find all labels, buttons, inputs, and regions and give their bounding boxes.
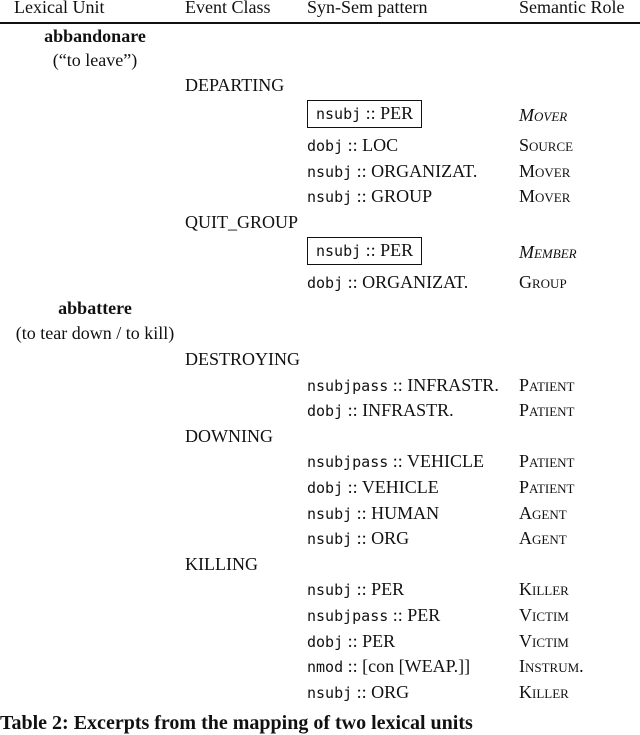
table-caption: Table 2: Excerpts from the mapping of two lexical units [0,712,473,734]
table-row [0,135,640,159]
argument: VEHICLE [361,477,439,497]
syn-sem-pattern [307,375,499,396]
event-class: DEPARTING [185,75,285,95]
syn-sem-pattern [307,135,398,156]
semantic-role: Agent [519,503,567,523]
argument: HUMAN [371,503,440,523]
dependency: nsubjpass [307,377,389,395]
semantic-role: Victim [519,631,569,651]
argument: ORGANIZAT. [371,161,478,181]
syn-sem-pattern [307,237,422,265]
argument: INFRASTR. [362,400,454,420]
dependency: nsubj [307,188,353,206]
separator: :: [388,375,408,395]
dependency: nsubj [307,163,353,181]
table-row [0,26,640,50]
lexical-unit: abbattere [58,298,132,318]
lexical-unit: (to tear down / to kill) [15,323,175,343]
semantic-role: Instrum. [519,656,584,676]
dependency: nsubj [307,505,353,523]
table-row [0,323,640,347]
argument: GROUP [371,186,433,206]
table-row [0,349,640,373]
separator: :: [343,272,363,292]
table-row [0,656,640,680]
separator: :: [352,682,372,702]
table-row [0,477,640,501]
table-row [0,186,640,210]
event-class: KILLING [185,554,258,574]
semantic-role: Victim [519,605,569,625]
argument: [con [WEAP.]] [362,656,471,676]
table-row [0,50,640,74]
syn-sem-pattern [307,605,440,626]
argument: PER [362,631,396,651]
argument: PER [380,103,414,123]
table-row [0,605,640,629]
separator: :: [352,186,372,206]
semantic-role: Patient [519,477,575,497]
syn-sem-pattern [307,400,454,421]
table-row [0,400,640,424]
semantic-role: Killer [519,682,569,702]
table-row [0,212,640,236]
dependency: nmod [307,658,344,676]
argument: PER [371,579,405,599]
header-rule [0,22,640,24]
dependency: nsubj [316,105,362,123]
separator: :: [352,503,372,523]
argument: PER [380,240,414,260]
separator: :: [388,605,408,625]
table-row [0,451,640,475]
semantic-role: Patient [519,451,575,471]
semantic-role: Killer [519,579,569,599]
syn-sem-pattern [307,579,404,600]
semantic-role: Patient [519,375,575,395]
separator: :: [343,135,363,155]
table-row [0,631,640,655]
syn-sem-pattern [307,161,477,182]
table-row [0,528,640,552]
header-semantic-role: Semantic Role [519,0,625,17]
table-row [0,298,640,322]
argument: VEHICLE [406,451,484,471]
dependency: nsubj [316,242,362,260]
dependency: dobj [307,137,344,155]
semantic-role: Patient [519,400,575,420]
table-row [0,375,640,399]
table-row [0,272,640,296]
dependency: dobj [307,633,344,651]
syn-sem-pattern [307,186,432,207]
table-row [0,242,640,266]
semantic-role: Agent [519,528,567,548]
lexical-unit: abbandonare [44,26,146,46]
table-row [0,554,640,578]
separator: :: [343,400,363,420]
semantic-role: Member [519,242,577,262]
table-row [0,579,640,603]
dependency: dobj [307,274,344,292]
event-class: QUIT_GROUP [185,212,299,232]
syn-sem-pattern [307,631,395,652]
header-event-class: Event Class [185,0,271,17]
argument: ORG [371,682,410,702]
syn-sem-pattern [307,528,409,549]
syn-sem-pattern [307,477,439,498]
separator: :: [352,579,372,599]
semantic-role: Mover [519,161,571,181]
table-row [0,75,640,99]
syn-sem-pattern [307,451,484,472]
table-row [0,161,640,185]
dependency: nsubj [307,530,353,548]
argument: LOC [362,135,399,155]
dependency: nsubj [307,581,353,599]
syn-sem-pattern [307,682,409,703]
separator: :: [361,240,381,260]
separator: :: [343,631,363,651]
dependency: dobj [307,402,344,420]
argument: INFRASTR. [407,375,499,395]
separator: :: [343,656,363,676]
argument: ORGANIZAT. [362,272,469,292]
argument: PER [407,605,441,625]
separator: :: [352,161,372,181]
dependency: nsubjpass [307,453,389,471]
separator: :: [343,477,362,497]
event-class: DOWNING [185,426,273,446]
semantic-role: Source [519,135,574,155]
syn-sem-pattern [307,272,468,293]
lexical-unit: (“to leave”) [52,50,138,70]
table-row [0,503,640,527]
argument: ORG [371,528,410,548]
table-row [0,105,640,129]
syn-sem-pattern [307,503,439,524]
table-row [0,426,640,450]
separator: :: [388,451,407,471]
dependency: dobj [307,479,344,497]
dependency: nsubj [307,684,353,702]
syn-sem-pattern [307,100,422,128]
separator: :: [352,528,372,548]
syn-sem-pattern [307,656,470,677]
table-row [0,682,640,706]
semantic-role: Mover [519,105,568,125]
header-lexical-unit: Lexical Unit [14,0,105,17]
dependency: nsubjpass [307,607,389,625]
event-class: DESTROYING [185,349,300,369]
semantic-role: Group [519,272,567,292]
separator: :: [361,103,381,123]
semantic-role: Mover [519,186,571,206]
header-pattern: Syn-Sem pattern [307,0,428,17]
